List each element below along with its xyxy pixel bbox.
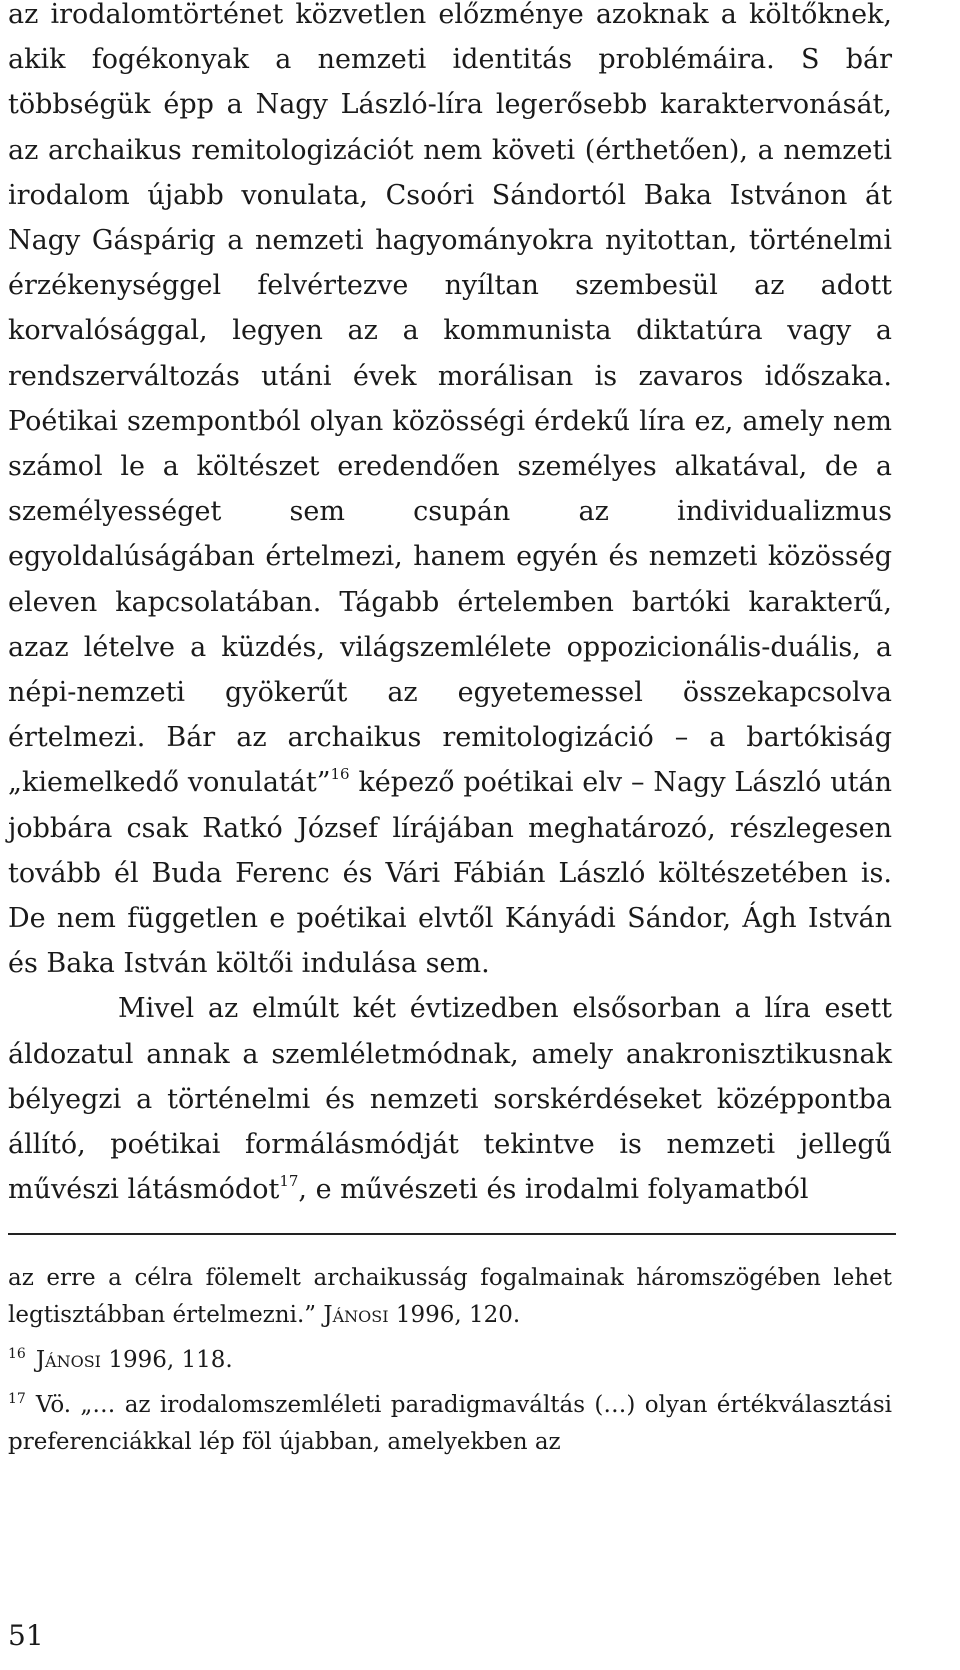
footnote-continuation-author: Jánosi — [323, 1302, 389, 1328]
paragraph-1-text-a: az irodalomtörténet közvetlen előzménye azoknak a költőknek, akik fogékonyak a nemzeti identitás problémáira. S bár többségük épp a Nagy László-líra legerősebb karaktervonását, az archaikus remitologizációt nem követi (érthetően), a nemzeti irodalom újabb vonulata, Csoóri Sándortól Baka Istvánon át Nagy Gáspárig a nemzeti hagyományokra nyitottan, történelmi érzékenységgel felvértezve nyíltan szembesül az adott korvalósággal, legyen az a kommunista diktatúra vagy a rendszerváltozás utáni évek morálisan is zavaros időszaka. Poétikai szempontból olyan közösségi érdekű líra ez, amely nem számol le a költészet eredendően személyes alkatával, de a személyességet sem csupán az individualizmus egyoldalúságában értelmezi, hanem egyén és nemzeti közösség eleven kapcsolatában. Tágabb értelemben bartóki karakterű, azaz lételve a küzdés, világszemlélete oppozicionális-duális, a népi-nemzeti gyökerűt az egyetemessel összekapcsolva értelmezi. Bár az archaikus remitologizáció – a bartókiság „kiemelkedő vonulatát” — [8, 0, 892, 799]
footnote-separator — [8, 1233, 896, 1235]
footnote-17 — [8, 1387, 892, 1461]
paragraph-2-text-b: , e művészeti és irodalmi folyamatból — [298, 1174, 809, 1206]
footnote-17-text: Vö. „… az irodalomszemléleti paradigmaváltás (…) olyan értékválasztási preferenciákkal lép föl újabban, amelyekben az — [8, 1392, 892, 1455]
paragraph-1-text-b: képező poétikai elv – Nagy László után jobbára csak Ratkó József lírájában meghatározó, részlegesen tovább él Buda Ferenc és Vári Fábián László költészetében is. De nem független e poétikai elvtől Kányádi Sándor, Ágh István és Baka István költői indulása sem. — [8, 767, 892, 980]
paragraph-2 — [8, 986, 892, 1212]
footnote-continuation — [8, 1260, 892, 1334]
footnote-17-number: 17 — [8, 1391, 26, 1407]
page-number: 51 — [8, 1619, 44, 1652]
footnote-continuation-cite: 1996, 120. — [388, 1302, 521, 1328]
paragraph-2-text-a: Mivel az elmúlt két évtizedben elsősorban a líra esett áldozatul annak a szemléletmódnak, amely anakronisztikusnak bélyegzi a történelmi és nemzeti sorskérdéseket középpontba állító, poétikai formálásmódját tekintve is nemzeti jellegű művészi látásmódot — [8, 993, 892, 1206]
paragraph-1 — [8, 0, 892, 986]
footnote-16-author: Jánosi — [35, 1347, 102, 1373]
footnote-16-cite: 1996, 118. — [101, 1347, 233, 1373]
footnote-16-number: 16 — [8, 1346, 26, 1362]
footnote-16 — [8, 1342, 892, 1379]
footnote-ref-16: 16 — [330, 765, 350, 784]
main-text — [8, 0, 892, 1212]
footnotes — [8, 1260, 892, 1461]
footnote-continuation-text: az erre a célra fölemelt archaikusság fogalmainak háromszögében lehet legtisztábban értelmezni.” — [8, 1265, 892, 1328]
footnote-ref-17: 17 — [279, 1172, 299, 1191]
